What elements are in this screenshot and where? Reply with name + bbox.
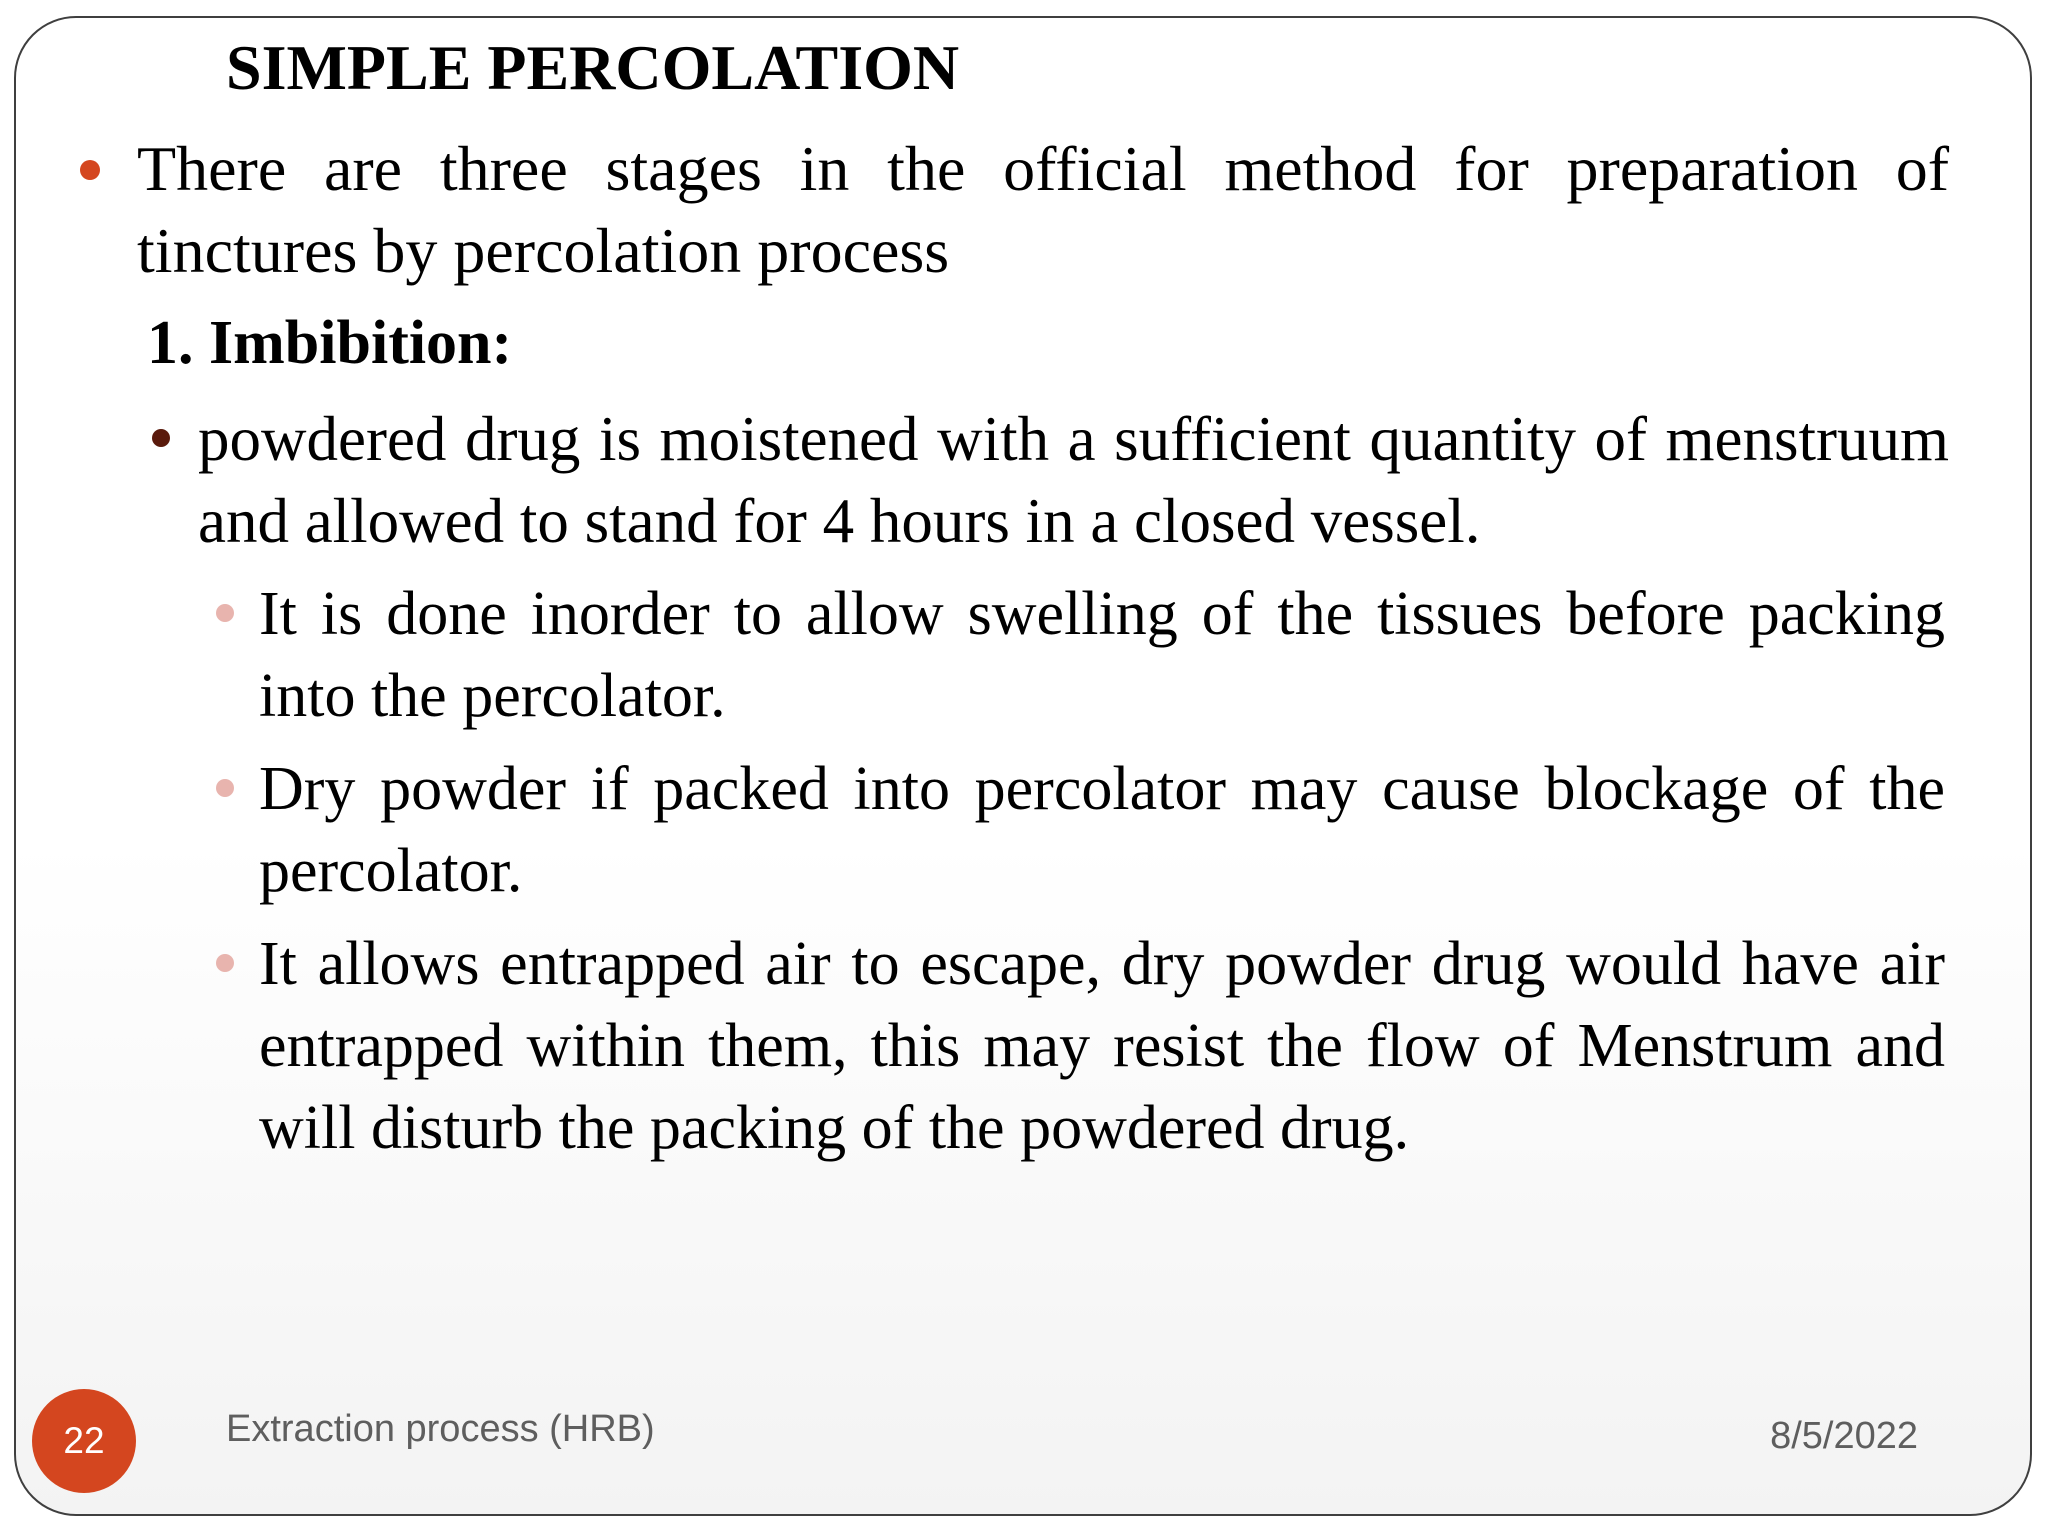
- intro-text: There are three stages in the official method for preparation of tinctures by percolation process: [137, 133, 1949, 286]
- sub-point-2: Dry powder if packed into percolator may cause blockage of the percolator.: [259, 755, 1945, 905]
- footer-date: 8/5/2022: [1770, 1415, 1918, 1457]
- footer-text: Extraction process (HRB): [226, 1408, 655, 1450]
- sub-bullet-icon: [216, 954, 234, 972]
- sub-point-1: It is done inorder to allow swelling of the tissues before packing into the percolator.: [259, 580, 1945, 730]
- page-number-badge: 22: [32, 1389, 136, 1493]
- bullet-icon: [80, 160, 100, 180]
- sub-point-3: It allows entrapped air to escape, dry powder drug would have air entrapped within them, this may resist the flow of Menstrum and will disturb the packing of the powdered drug.: [259, 930, 1945, 1162]
- stage-heading: 1. Imbibition:: [147, 309, 513, 377]
- stage-point-text: powdered drug is moistened with a sufficient quantity of menstruum and allowed to stand for 4 hours in a closed vessel.: [198, 404, 1949, 556]
- bullet-icon: [152, 429, 170, 447]
- sub-bullet-icon: [216, 779, 234, 797]
- sub-bullet-icon: [216, 604, 234, 622]
- slide-title: SIMPLE PERCOLATION: [226, 32, 960, 103]
